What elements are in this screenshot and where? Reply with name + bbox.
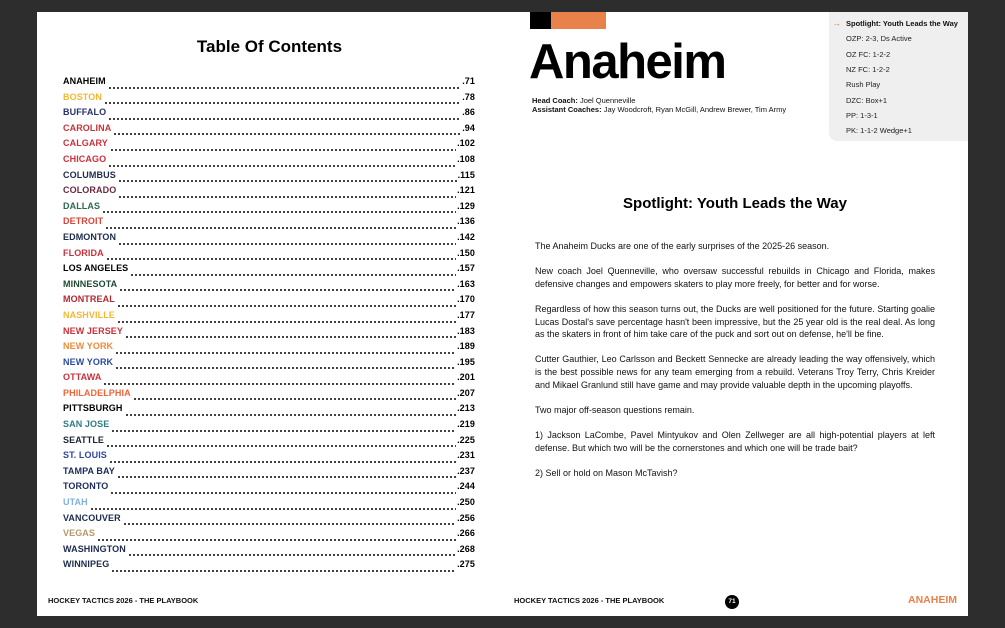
toc-entry[interactable]	[63, 294, 475, 310]
toc-team-name: COLORADO	[63, 185, 117, 196]
toc-entry[interactable]	[63, 341, 475, 357]
toc-entry[interactable]	[63, 326, 475, 342]
article-paragraph: 2) Sell or hold on Mason McTavish?	[535, 467, 678, 478]
dot-leader	[102, 211, 456, 213]
toc-page-number: .170	[457, 294, 475, 305]
toc-entry[interactable]	[63, 201, 475, 217]
toc-page-number: .115	[457, 169, 475, 180]
toc-entry[interactable]	[63, 76, 475, 92]
toc-title: Table Of Contents	[196, 37, 343, 56]
toc-page-number: .163	[457, 278, 475, 289]
dot-leader	[118, 180, 457, 182]
head-coach-name: Joel Quenneville	[579, 96, 636, 105]
toc-team-name: FLORIDA	[63, 247, 104, 258]
section-nav-item[interactable]: DZC: Box+1	[846, 95, 888, 105]
toc-entry[interactable]	[63, 481, 475, 497]
toc-page-number: .189	[457, 341, 475, 352]
toc-page-number: .231	[457, 450, 475, 461]
toc-team-name: WINNIPEG	[63, 559, 110, 570]
section-nav-panel	[829, 12, 968, 141]
toc-page-number: .94	[462, 122, 475, 133]
dot-leader	[108, 165, 456, 167]
toc-entry[interactable]	[63, 248, 475, 264]
black-color-block	[530, 12, 551, 29]
dot-leader	[115, 367, 456, 369]
footer-book-title-left: HOCKEY TACTICS 2026 - THE PLAYBOOK	[48, 596, 199, 605]
toc-team-name: EDMONTON	[63, 231, 117, 242]
toc-page-number: .177	[457, 309, 475, 320]
toc-page-number: .213	[457, 403, 475, 414]
dot-leader	[125, 336, 456, 338]
toc-team-name: CALGARY	[63, 138, 108, 149]
dot-leader	[133, 398, 456, 400]
toc-team-name: CAROLINA	[63, 122, 112, 133]
toc-team-name: TAMPA BAY	[63, 465, 115, 476]
article-title: Spotlight: Youth Leads the Way	[623, 195, 847, 212]
toc-page-number: .250	[457, 497, 475, 508]
toc-entry[interactable]	[63, 138, 475, 154]
toc-team-name: DETROIT	[63, 216, 104, 227]
toc-page-number: .237	[457, 465, 475, 476]
toc-page-number: .256	[457, 512, 475, 523]
toc-entry[interactable]	[63, 216, 475, 232]
dot-leader	[97, 539, 456, 541]
section-nav-item[interactable]: OZP: 2-3, Ds Active	[846, 34, 912, 44]
dot-leader	[108, 118, 461, 120]
toc-entry[interactable]	[63, 497, 475, 513]
article-paragraph: The Anaheim Ducks are one of the early surprises of the 2025-26 season.	[535, 241, 830, 251]
toc-entry[interactable]	[63, 435, 475, 451]
toc-team-name: SEATTLE	[63, 434, 105, 445]
section-nav-item[interactable]: Rush Play	[846, 80, 881, 90]
toc-page-number: .102	[457, 138, 475, 149]
toc-page-number: .86	[462, 107, 475, 118]
dot-leader	[119, 289, 456, 291]
dot-leader	[117, 321, 456, 323]
footer-team-name: ANAHEIM	[908, 594, 957, 606]
toc-team-name: NEW YORK	[63, 341, 114, 352]
assistant-coaches-line	[532, 105, 786, 114]
footer-book-title-right: HOCKEY TACTICS 2026 - THE PLAYBOOK	[514, 596, 665, 605]
toc-team-name: PITTSBURGH	[63, 403, 123, 414]
dot-leader	[110, 492, 456, 494]
toc-team-name: LOS ANGELES	[63, 263, 129, 274]
toc-team-name: UTAH	[63, 497, 88, 508]
article-paragraph: Cutter Gauthier, Leo Carlsson and Beckett Sennecke are already leading the way offensively, which is the best possible news for any team emerging from a rebuild. Veterans Troy Terry, Chris Kreider and Mikael Granlund still have game and may provide valuable depth in the upcoming playoffs.	[535, 354, 935, 390]
toc-team-name: BUFFALO	[63, 107, 107, 118]
toc-page-number: .183	[457, 325, 475, 336]
toc-page-number: .225	[457, 434, 475, 445]
toc-team-name: BOSTON	[63, 91, 102, 102]
toc-team-name: PHILADELPHIA	[63, 387, 131, 398]
toc-entry[interactable]	[63, 372, 475, 388]
toc-team-name: ST. LOUIS	[63, 450, 107, 461]
toc-entry[interactable]	[63, 170, 475, 186]
toc-entry[interactable]	[63, 544, 475, 560]
article-paragraph: 1) Jackson LaCombe, Pavel Mintyukov and Olen Zellweger are all high-potential players at left defense. But which two will be the cornerstones and which one will be trade bait?	[535, 429, 935, 453]
dot-leader	[128, 554, 456, 556]
toc-page-number: .268	[457, 543, 475, 554]
orange-color-block	[551, 12, 606, 29]
dot-leader	[109, 461, 456, 463]
toc-team-name: NEW JERSEY	[63, 325, 124, 336]
toc-entry[interactable]	[63, 123, 475, 139]
toc-page-number: .244	[457, 481, 475, 492]
toc-page-number: .201	[457, 372, 475, 383]
toc-entry[interactable]	[63, 279, 475, 295]
toc-page-number: .157	[457, 263, 475, 274]
dot-leader	[117, 305, 456, 307]
dot-leader	[111, 570, 456, 572]
toc-entry[interactable]	[63, 559, 475, 575]
toc-page-number: .108	[457, 153, 475, 164]
team-title: Anaheim	[529, 35, 726, 89]
toc-team-name: VANCOUVER	[63, 512, 121, 523]
head-coach-label: Head Coach:	[532, 96, 578, 105]
toc-entry[interactable]	[63, 263, 475, 279]
dot-leader	[118, 243, 456, 245]
toc-page-number: .150	[457, 247, 475, 258]
dot-leader	[105, 227, 456, 229]
dot-leader	[125, 414, 457, 416]
section-nav-item[interactable]: PP: 1-3-1	[846, 110, 878, 120]
toc-team-name: OTTAWA	[63, 372, 102, 383]
toc-page-number: .121	[457, 185, 475, 196]
toc-entry[interactable]	[63, 92, 475, 108]
toc-team-name: MINNESOTA	[63, 278, 118, 289]
section-nav-item[interactable]: PK: 1-1-2 Wedge+1	[846, 126, 912, 136]
toc-page-number: .219	[457, 419, 475, 430]
toc-page-number: .275	[457, 559, 475, 570]
toc-team-name: ANAHEIM	[63, 76, 106, 86]
toc-entry[interactable]	[63, 388, 475, 404]
toc-team-name: WASHINGTON	[63, 543, 126, 554]
toc-entry[interactable]	[63, 154, 475, 170]
toc-entry[interactable]	[63, 528, 475, 544]
dot-leader	[117, 476, 456, 478]
dot-leader	[113, 133, 461, 135]
toc-entry[interactable]	[63, 466, 475, 482]
dot-leader	[130, 274, 456, 276]
arrow-right-icon: →	[832, 18, 841, 28]
dot-leader	[123, 523, 456, 525]
dot-leader	[90, 508, 456, 510]
dot-leader	[110, 149, 456, 151]
article-paragraph: Two major off-season questions remain.	[535, 404, 695, 415]
toc-page-number: .266	[457, 528, 475, 539]
toc-page-number: .78	[462, 91, 475, 102]
toc-team-name: DALLAS	[63, 200, 101, 211]
toc-entry[interactable]	[63, 419, 475, 435]
dot-leader	[118, 196, 456, 198]
toc-team-name: COLUMBUS	[63, 169, 116, 180]
article-body	[535, 240, 935, 492]
dot-leader	[111, 430, 456, 432]
section-nav-item[interactable]: Spotlight: Youth Leads the Way	[846, 19, 958, 28]
toc-page-number: .195	[457, 356, 475, 367]
toc-page-number: .142	[457, 231, 475, 242]
page-number-badge: 71	[725, 595, 739, 609]
toc-entry[interactable]	[63, 403, 475, 419]
dot-leader	[103, 383, 456, 385]
toc-entry[interactable]	[63, 185, 475, 201]
toc-page-number: .207	[457, 387, 475, 398]
toc-team-name: MONTREAL	[63, 294, 115, 305]
toc-entry[interactable]	[63, 107, 475, 123]
head-coach-line	[532, 96, 635, 105]
article-paragraph: Regardless of how this season turns out, the Ducks are well positioned for the future. Starting goalie Lucas Dostal's save percentage hasn't been impressive, but the 25 year old is the real deal. As long as the skaters in front of him take care of the puck and sort out on defense, he'll be fine.	[535, 303, 935, 340]
dot-leader	[104, 102, 461, 104]
section-nav-item[interactable]: OZ FC: 1-2-2	[846, 49, 891, 59]
toc-entry[interactable]	[63, 450, 475, 466]
toc-team-name: NASHVILLE	[63, 309, 115, 320]
toc-team-name: CHICAGO	[63, 153, 107, 164]
assistant-coaches-label: Assistant Coaches:	[532, 105, 602, 114]
toc-entry[interactable]	[63, 310, 475, 326]
toc-entry[interactable]	[63, 513, 475, 529]
dot-leader	[106, 258, 456, 260]
toc-page-number: .71	[462, 76, 475, 86]
toc-team-name: SAN JOSE	[63, 419, 110, 430]
toc-entry[interactable]	[63, 232, 475, 248]
table-of-contents	[63, 76, 475, 575]
toc-team-name: VEGAS	[63, 528, 96, 539]
dot-leader	[106, 445, 456, 447]
toc-page-number: .129	[457, 200, 475, 211]
toc-team-name: TORONTO	[63, 481, 109, 492]
dot-leader	[115, 352, 456, 354]
toc-entry[interactable]	[63, 357, 475, 373]
article-paragraph: New coach Joel Quenneville, who oversaw successful rebuilds in Chicago and Florida, makes defensive changes and empowers skaters to play more freely, for better and for worse.	[535, 266, 935, 289]
dot-leader	[108, 87, 461, 89]
toc-page-number: .136	[457, 216, 475, 227]
toc-team-name: NEW YORK	[63, 356, 114, 367]
assistant-coaches-names: Jay Woodcroft, Ryan McGill, Andrew Brewer, Tim Army	[603, 105, 787, 114]
book-spread	[37, 12, 968, 616]
section-nav-item[interactable]: NZ FC: 1-2-2	[846, 64, 890, 74]
